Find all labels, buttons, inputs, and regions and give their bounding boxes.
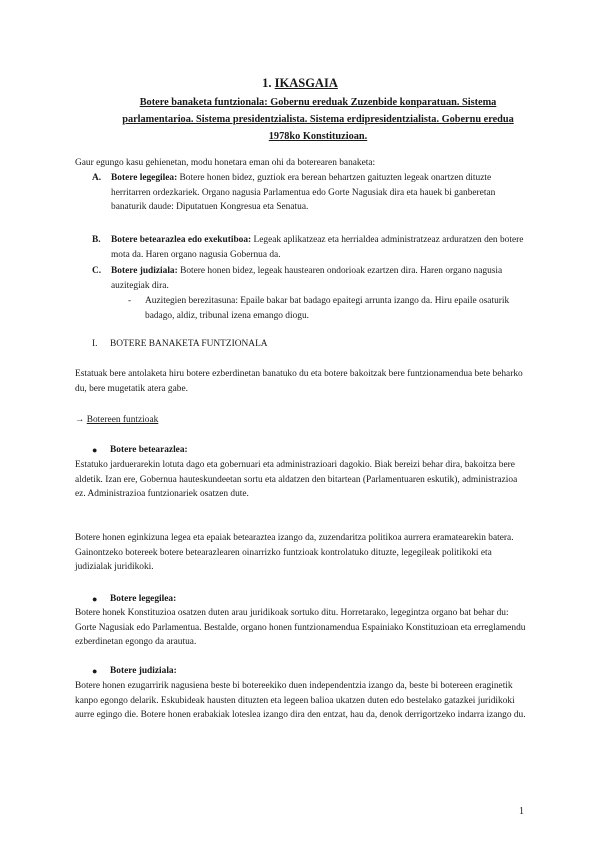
- list-term: Botere judiziala:: [111, 266, 178, 276]
- block-title: Botere legegilea:: [110, 594, 177, 604]
- bullet-icon: ●: [92, 666, 98, 676]
- page-number: 1: [519, 806, 524, 818]
- functions-link-line: [75, 413, 530, 428]
- bullet-icon: ●: [92, 594, 98, 604]
- functions-link[interactable]: Botereen funtzioak: [86, 415, 159, 425]
- title-number: 1.: [262, 76, 272, 90]
- dash-marker: -: [128, 296, 132, 306]
- block-paragraph: Botere honen eginkizuna legea eta epaiak betearaztea izango da, zuzendaritza politikoa aurrera eramatearekin batera. Gainontzeko botereek botere betearazlearen oinarrizko funtzioak kontrolatuko dituzte, legegileak politikoki eta judizialak juridikoki.: [75, 533, 514, 573]
- block-paragraph: Botere honek Konstituzioa osatzen duten arau juridikoak sortuko ditu. Horretarako, legegintza organo bat behar du: Gorte Nagusiak edo Parlamentua. Bestalde, organo honen funtzionamendua Espainiako Konstituzioan eta erreglamendu ezberdinetan egongo da arautua.: [75, 608, 526, 648]
- list-item-body: [111, 233, 531, 262]
- lesson-subtitle: Botere banaketa funtzionala: Gobernu ereduak Zuzenbide konparatuan. Sistema parlamentarioa. Sistema presidentzialista. Sistema erdipresidentzialista. Gobernu eredua 1978ko Konstituzioan.: [122, 97, 514, 142]
- list-item-body: [111, 171, 531, 215]
- list-term: Botere legegilea:: [111, 173, 178, 183]
- intro-text: Gaur egungo kasu gehienetan, modu honetara eman ohi da boterearen banaketa:: [75, 158, 376, 168]
- section-title: BOTERE BANAKETA FUNTZIONALA: [110, 339, 268, 349]
- block-paragraph: Botere honen ezugarririk nagusiena beste bi botereekiko duen independentzia izango da, beste bi botereen eraginetik kanpo egongo delarik. Eskubideak hausten dituzten eta legeen balioa ukatzen duten edo bestelako gatazkei juridikoki aurre egingo die. Botere honen erabakiak loteslea izango dira den entzat, hau da, denok derrigortzeko indarra izango du.: [75, 681, 526, 721]
- block-title: Botere judiziala:: [110, 666, 177, 676]
- list-text: Botere honen bidez, legeak haustearen ondorioak ezartzen dira. Haren organo nagusia auzitegiak dira.: [111, 266, 503, 291]
- list-letter: A.: [92, 173, 102, 183]
- page-title: [0, 75, 600, 91]
- sublist-text: Auzitegien berezitasuna: Epaile bakar bat badago epaitegi arrunta izango da. Hiru epaile osaturik badago, aldiz, tribunal izena emango diogu.: [145, 296, 510, 321]
- list-letter: B.: [92, 235, 101, 245]
- list-item-body: [111, 264, 531, 293]
- section-paragraph: Estatuak bere antolaketa hiru botere ezberdinetan banatuko du eta botere bakoitzak bere funtzionamendua bete beharko du, bere mugetatik atera gabe.: [75, 369, 523, 394]
- bullet-icon: ●: [92, 445, 98, 455]
- list-term: Botere betearazlea edo exekutiboa:: [111, 235, 252, 245]
- arrow-icon: →: [75, 415, 85, 425]
- title-word: IKASGAIA: [274, 76, 338, 90]
- powers-list: [0, 171, 600, 291]
- list-text: Botere honen bidez, guztiok era berean behartzen gaituzten legeak onartzen dituzte herritarren ordezkariek. Organo nagusia Parlamentua edo Gorte Nagusiak dira eta hauek bi ganberetan banaturik daude: Diputatuen Kongresua eta Senatua.: [111, 173, 496, 213]
- list-text: Legeak aplikatzeaz eta herrialdea administratzeaz arduratzen den botere mota da. Haren organo nagusia Gobernua da.: [111, 235, 524, 260]
- section-numeral: I.: [92, 339, 98, 349]
- list-letter: C.: [92, 266, 102, 276]
- block-title: Botere betearazlea:: [110, 445, 188, 455]
- block-paragraph: Estatuko jarduerarekin lotuta dago eta gobernuari eta administrazioari dagokio. Biak bereizi behar dira, bakoitza bere aldetik. Izan ere, Gobernua hauteskundeetan sortu eta aldatzen den bitartean (Parlamentuaren eskutik), administrazioa ez. Administrazioa funtzionariek osatzen dute.: [75, 460, 518, 500]
